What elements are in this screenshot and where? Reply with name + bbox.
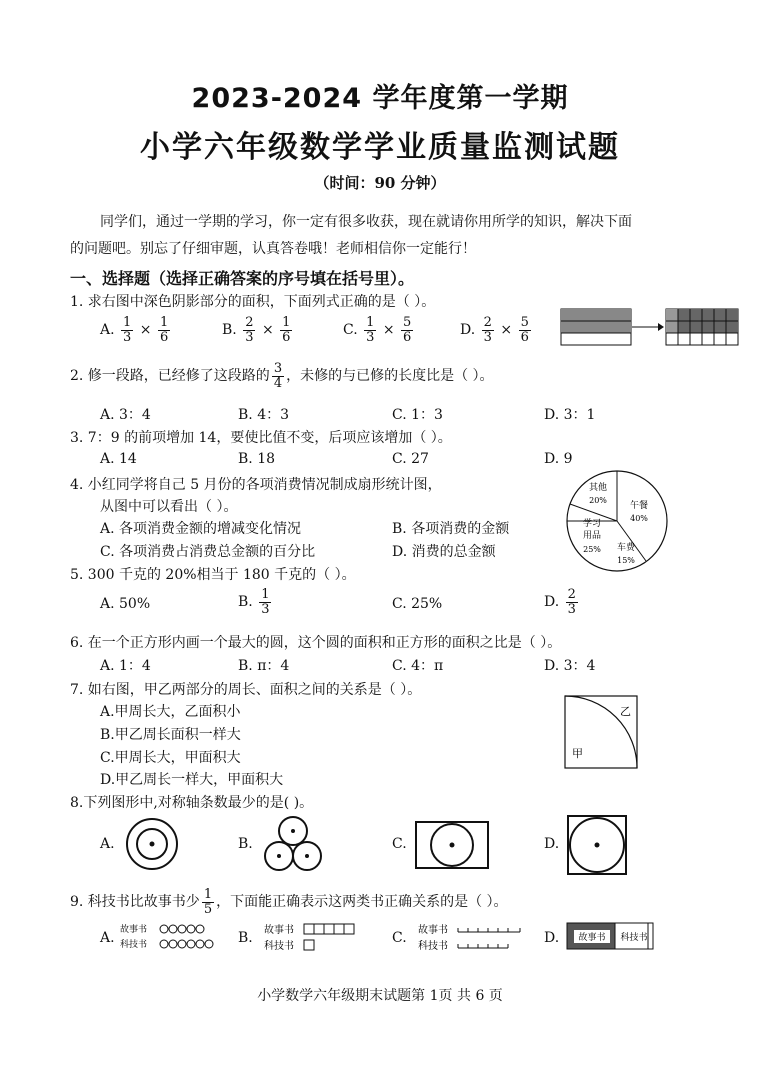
pie-pct-lunch: 40%	[630, 514, 648, 523]
q9a-story-label: 故事书	[120, 925, 148, 935]
q5-option-b[interactable]: B. $\frac{1}{3}$	[238, 587, 270, 617]
q1-shading-figure	[560, 308, 740, 348]
q9c-tech-label: 科技书	[418, 941, 448, 952]
q7-quarter-circle-figure	[564, 695, 640, 771]
pie-pct-other: 20%	[589, 496, 607, 505]
pie-label-study-1: 学习	[582, 519, 602, 529]
q9-figure-d[interactable]	[566, 922, 656, 952]
q8-option-d[interactable]: D.	[544, 836, 560, 852]
q8-option-c[interactable]: C.	[392, 836, 407, 852]
q9b-tech-label: 科技书	[264, 941, 294, 952]
question-6: 6. 在一个正方形内画一个最大的圆，这个圆的面积和正方形的面积之比是（ ）。	[70, 635, 562, 651]
q7-label-yi: 乙	[620, 705, 631, 718]
q9-figure-c[interactable]	[416, 922, 528, 952]
q4-option-d[interactable]: D. 消费的总金额	[392, 544, 496, 560]
q3-option-b[interactable]: B. 18	[238, 451, 276, 467]
exam-title: 小学六年级数学学业质量监测试题	[140, 130, 620, 165]
q9c-story-label: 故事书	[418, 925, 448, 936]
pie-pct-fare: 15%	[617, 556, 635, 565]
q5-option-a[interactable]: A. 50%	[100, 596, 151, 612]
q7-option-b[interactable]: B.甲乙周长面积一样大	[100, 727, 241, 743]
q8-figure-a[interactable]	[124, 816, 180, 872]
question-8: 8.下列图形中,对称轴条数最少的是( )。	[70, 795, 314, 811]
pie-label-other: 其他	[588, 483, 608, 493]
pie-label-study-2: 用品	[582, 531, 602, 541]
q1-option-a[interactable]: A. $\frac{1}{3}$ × $\frac{1}{6}$	[100, 315, 169, 345]
q6-option-c[interactable]: C. 4：π	[392, 658, 444, 674]
q9-option-a[interactable]: A.	[100, 930, 115, 946]
q8-option-a[interactable]: A.	[100, 836, 115, 852]
q1-option-b[interactable]: B. $\frac{2}{3}$ × $\frac{1}{6}$	[222, 315, 291, 345]
pie-label-lunch: 午餐	[629, 501, 649, 511]
q9d-tech-label: 科技书	[620, 933, 648, 943]
q4-option-b[interactable]: B. 各项消费的金额	[392, 521, 510, 537]
exam-time: （时间：90 分钟）	[314, 174, 446, 192]
q9-option-b[interactable]: B.	[238, 930, 253, 946]
q2-option-c[interactable]: C. 1：3	[392, 407, 443, 423]
q7-option-a[interactable]: A.甲周长大，乙面积小	[100, 704, 241, 720]
q7-option-c[interactable]: C.甲周长大，甲面积大	[100, 750, 241, 766]
question-7: 7. 如右图，甲乙两部分的周长、面积之间的关系是（ ）。	[70, 682, 422, 698]
q3-option-d[interactable]: D. 9	[544, 451, 573, 467]
intro-line-1: 同学们，通过一学期的学习，你一定有很多收获，现在就请你用所学的知识，解决下面	[100, 214, 632, 230]
q7-option-d[interactable]: D.甲乙周长一样大，甲面积大	[100, 772, 284, 788]
q9a-tech-label: 科技书	[120, 940, 148, 950]
q6-option-d[interactable]: D. 3：4	[544, 658, 596, 674]
q8-option-b[interactable]: B.	[238, 836, 253, 852]
question-3: 3. 7：9 的前项增加 14，要使比值不变，后项应该增加（ ）。	[70, 430, 452, 446]
section-heading: 一、选择题（选择正确答案的序号填在括号里）。	[70, 269, 415, 288]
q6-option-b[interactable]: B. π：4	[238, 658, 290, 674]
q6-option-a[interactable]: A. 1：4	[100, 658, 151, 674]
q8-figure-b[interactable]	[260, 814, 326, 874]
q4-option-c[interactable]: C. 各项消费占消费总金额的百分比	[100, 544, 316, 560]
q9-figure-b[interactable]	[262, 922, 372, 952]
q9b-story-label: 故事书	[264, 925, 294, 936]
question-9: 9. 科技书比故事书少 $\frac{1}{5}$ ，下面能正确表示这两类书正确关系的是（ ）。	[70, 887, 508, 917]
pie-pct-study: 25%	[583, 545, 601, 554]
intro-line-2: 的问题吧。别忘了仔细审题，认真答卷哦！老师相信你一定能行！	[70, 241, 476, 257]
q4-pie-chart	[564, 468, 670, 574]
q9-option-c[interactable]: C.	[392, 930, 407, 946]
q4-option-a[interactable]: A. 各项消费金额的增减变化情况	[100, 521, 302, 537]
q5-option-d[interactable]: D. $\frac{2}{3}$	[544, 587, 576, 617]
q2-option-b[interactable]: B. 4：3	[238, 407, 290, 423]
q3-option-a[interactable]: A. 14	[100, 451, 137, 467]
exam-year-title: 2023-2024 学年度第一学期	[191, 83, 569, 114]
question-4-line-1: 4. 小红同学将自己 5 月份的各项消费情况制成扇形统计图，	[70, 477, 442, 493]
q9d-story-label: 故事书	[578, 933, 606, 943]
q2-option-a[interactable]: A. 3：4	[100, 407, 151, 423]
q8-figure-c[interactable]	[414, 820, 490, 870]
q1-option-d[interactable]: D. $\frac{2}{3}$ × $\frac{5}{6}$	[460, 315, 529, 345]
question-2: 2. 修一段路，已经修了这段路的 $\frac{3}{4}$ ，未修的与已修的长度比是（ ）。	[70, 361, 494, 391]
question-5: 5. 300 千克的 20%相当于 180 千克的（ ）。	[70, 567, 356, 583]
question-1: 1. 求右图中深色阴影部分的面积，下面列式正确的是（ ）。	[70, 294, 436, 310]
pie-label-fare: 车费	[616, 543, 636, 553]
q2-option-d[interactable]: D. 3：1	[544, 407, 596, 423]
q5-option-c[interactable]: C. 25%	[392, 596, 443, 612]
q9-figure-a[interactable]	[118, 922, 228, 952]
q1-option-c[interactable]: C. $\frac{1}{3}$ × $\frac{5}{6}$	[343, 315, 412, 345]
page-footer: 小学数学六年级期末试题第 1页 共 6 页	[257, 988, 503, 1004]
q7-label-jia: 甲	[572, 747, 583, 760]
q8-figure-d[interactable]	[566, 814, 628, 876]
q3-option-c[interactable]: C. 27	[392, 451, 429, 467]
question-4-line-2: 从图中可以看出（ ）。	[100, 499, 238, 515]
q9-option-d[interactable]: D.	[544, 930, 560, 946]
